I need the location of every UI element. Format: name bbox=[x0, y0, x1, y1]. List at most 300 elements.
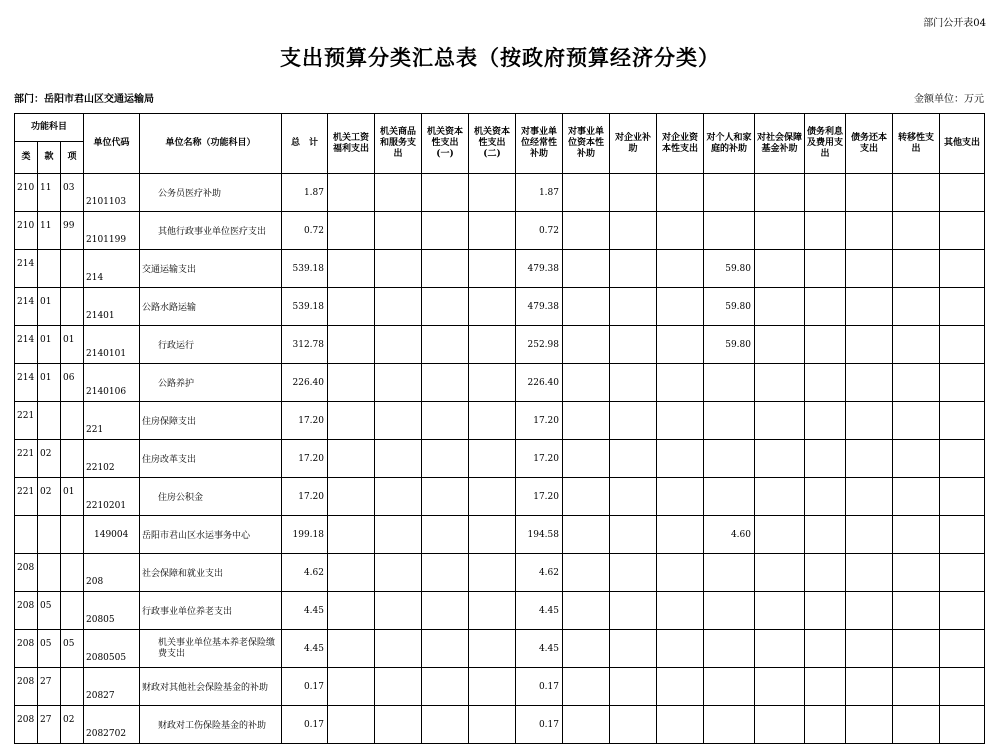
budget-table bbox=[14, 113, 985, 744]
header-xiang: 项 bbox=[61, 142, 84, 174]
cell-xiang bbox=[61, 250, 84, 288]
cell-empty bbox=[375, 554, 422, 592]
cell-code: 221 bbox=[84, 402, 140, 440]
cell-empty bbox=[422, 326, 469, 364]
cell-empty bbox=[893, 478, 940, 516]
cell-empty bbox=[563, 516, 610, 554]
cell-empty bbox=[563, 326, 610, 364]
cell-empty bbox=[755, 440, 805, 478]
cell-lei: 214 bbox=[15, 250, 38, 288]
cell-total: 0.72 bbox=[282, 212, 328, 250]
cell-empty bbox=[469, 478, 516, 516]
cell-empty bbox=[940, 288, 985, 326]
header-name: 单位名称（功能科目） bbox=[140, 114, 282, 174]
cell-total: 17.20 bbox=[282, 440, 328, 478]
cell-empty bbox=[375, 212, 422, 250]
cell-name: 社会保障和就业支出 bbox=[140, 554, 282, 592]
cell-xiang bbox=[61, 516, 84, 554]
cell-empty bbox=[805, 592, 846, 630]
table-number-label: 部门公开表04 bbox=[923, 18, 986, 29]
cell-empty bbox=[563, 592, 610, 630]
cell-empty bbox=[563, 288, 610, 326]
cell-empty bbox=[610, 402, 657, 440]
cell-geren bbox=[704, 706, 755, 744]
cell-empty bbox=[805, 326, 846, 364]
cell-empty bbox=[893, 212, 940, 250]
header-col: 对个人和家庭的补助 bbox=[704, 114, 755, 174]
cell-empty bbox=[805, 706, 846, 744]
cell-geren bbox=[704, 630, 755, 668]
cell-empty bbox=[610, 668, 657, 706]
header-col: 对事业单位经常性补助 bbox=[516, 114, 563, 174]
cell-total: 0.17 bbox=[282, 668, 328, 706]
cell-code: 21401 bbox=[84, 288, 140, 326]
cell-empty bbox=[940, 174, 985, 212]
cell-empty bbox=[563, 706, 610, 744]
cell-empty bbox=[610, 440, 657, 478]
cell-empty bbox=[328, 630, 375, 668]
table-row bbox=[15, 174, 985, 212]
cell-empty bbox=[469, 592, 516, 630]
cell-empty bbox=[563, 554, 610, 592]
cell-empty bbox=[422, 516, 469, 554]
cell-empty bbox=[846, 592, 893, 630]
cell-code: 2140101 bbox=[84, 326, 140, 364]
cell-name: 财政对其他社会保险基金的补助 bbox=[140, 668, 282, 706]
cell-name: 行政事业单位养老支出 bbox=[140, 592, 282, 630]
cell-code: 2101199 bbox=[84, 212, 140, 250]
cell-geren bbox=[704, 212, 755, 250]
cell-empty bbox=[846, 364, 893, 402]
cell-empty bbox=[893, 706, 940, 744]
cell-xiang bbox=[61, 592, 84, 630]
cell-shiye: 252.98 bbox=[516, 326, 563, 364]
cell-empty bbox=[657, 516, 704, 554]
cell-kuan: 01 bbox=[38, 326, 61, 364]
cell-code: 20805 bbox=[84, 592, 140, 630]
cell-empty bbox=[657, 440, 704, 478]
cell-empty bbox=[940, 440, 985, 478]
cell-empty bbox=[805, 402, 846, 440]
cell-empty bbox=[375, 288, 422, 326]
cell-empty bbox=[422, 554, 469, 592]
cell-empty bbox=[940, 554, 985, 592]
cell-empty bbox=[610, 516, 657, 554]
cell-total: 17.20 bbox=[282, 402, 328, 440]
cell-empty bbox=[755, 630, 805, 668]
cell-empty bbox=[755, 478, 805, 516]
header-col: 转移性支出 bbox=[893, 114, 940, 174]
table-row bbox=[15, 212, 985, 250]
cell-lei: 208 bbox=[15, 592, 38, 630]
cell-code: 2080505 bbox=[84, 630, 140, 668]
cell-shiye: 194.58 bbox=[516, 516, 563, 554]
cell-empty bbox=[422, 402, 469, 440]
table-row bbox=[15, 592, 985, 630]
cell-empty bbox=[846, 326, 893, 364]
header-col: 机关资本性支出(一) bbox=[422, 114, 469, 174]
cell-lei bbox=[15, 516, 38, 554]
cell-empty bbox=[610, 478, 657, 516]
cell-kuan: 01 bbox=[38, 288, 61, 326]
cell-lei: 208 bbox=[15, 706, 38, 744]
cell-xiang: 01 bbox=[61, 478, 84, 516]
cell-empty bbox=[563, 174, 610, 212]
cell-empty bbox=[422, 288, 469, 326]
cell-empty bbox=[328, 212, 375, 250]
cell-empty bbox=[469, 326, 516, 364]
cell-empty bbox=[422, 478, 469, 516]
cell-empty bbox=[846, 250, 893, 288]
cell-empty bbox=[375, 402, 422, 440]
header-col: 机关商品和服务支出 bbox=[375, 114, 422, 174]
table-row bbox=[15, 326, 985, 364]
cell-empty bbox=[563, 440, 610, 478]
cell-empty bbox=[375, 174, 422, 212]
cell-geren bbox=[704, 554, 755, 592]
cell-empty bbox=[469, 250, 516, 288]
cell-geren bbox=[704, 478, 755, 516]
cell-name: 机关事业单位基本养老保险缴费支出 bbox=[140, 630, 282, 668]
cell-xiang bbox=[61, 288, 84, 326]
header-col: 对社会保障基金补助 bbox=[755, 114, 805, 174]
cell-total: 17.20 bbox=[282, 478, 328, 516]
cell-shiye: 479.38 bbox=[516, 288, 563, 326]
cell-name: 行政运行 bbox=[140, 326, 282, 364]
cell-empty bbox=[610, 592, 657, 630]
cell-empty bbox=[805, 364, 846, 402]
cell-empty bbox=[846, 402, 893, 440]
cell-empty bbox=[610, 706, 657, 744]
header-col: 对企业补助 bbox=[610, 114, 657, 174]
cell-empty bbox=[610, 554, 657, 592]
header-col: 其他支出 bbox=[940, 114, 985, 174]
table-row bbox=[15, 706, 985, 744]
cell-empty bbox=[422, 668, 469, 706]
cell-empty bbox=[375, 326, 422, 364]
cell-empty bbox=[469, 706, 516, 744]
cell-empty bbox=[805, 478, 846, 516]
cell-empty bbox=[469, 440, 516, 478]
cell-empty bbox=[657, 630, 704, 668]
cell-empty bbox=[755, 706, 805, 744]
cell-empty bbox=[563, 250, 610, 288]
cell-empty bbox=[940, 668, 985, 706]
cell-xiang bbox=[61, 402, 84, 440]
cell-empty bbox=[846, 440, 893, 478]
cell-empty bbox=[328, 250, 375, 288]
cell-xiang: 01 bbox=[61, 326, 84, 364]
cell-empty bbox=[563, 364, 610, 402]
cell-empty bbox=[375, 516, 422, 554]
cell-name: 岳阳市君山区水运事务中心 bbox=[140, 516, 282, 554]
cell-empty bbox=[846, 554, 893, 592]
cell-geren: 59.80 bbox=[704, 250, 755, 288]
cell-empty bbox=[328, 402, 375, 440]
cell-empty bbox=[940, 516, 985, 554]
cell-empty bbox=[469, 174, 516, 212]
cell-empty bbox=[563, 668, 610, 706]
table-row bbox=[15, 668, 985, 706]
cell-empty bbox=[610, 630, 657, 668]
cell-empty bbox=[328, 364, 375, 402]
cell-empty bbox=[940, 402, 985, 440]
cell-kuan: 11 bbox=[38, 212, 61, 250]
cell-name: 住房公积金 bbox=[140, 478, 282, 516]
cell-empty bbox=[805, 554, 846, 592]
cell-kuan: 05 bbox=[38, 592, 61, 630]
cell-geren bbox=[704, 440, 755, 478]
cell-kuan: 05 bbox=[38, 630, 61, 668]
cell-empty bbox=[755, 402, 805, 440]
cell-empty bbox=[563, 630, 610, 668]
cell-geren bbox=[704, 668, 755, 706]
cell-empty bbox=[422, 212, 469, 250]
cell-xiang: 05 bbox=[61, 630, 84, 668]
cell-empty bbox=[375, 250, 422, 288]
page-title: 支出预算分类汇总表（按政府预算经济分类） bbox=[280, 45, 720, 70]
cell-empty bbox=[610, 212, 657, 250]
cell-kuan bbox=[38, 402, 61, 440]
cell-empty bbox=[940, 478, 985, 516]
cell-empty bbox=[422, 364, 469, 402]
cell-empty bbox=[657, 364, 704, 402]
cell-empty bbox=[469, 212, 516, 250]
cell-xiang bbox=[61, 440, 84, 478]
cell-lei: 221 bbox=[15, 440, 38, 478]
cell-empty bbox=[940, 706, 985, 744]
cell-empty bbox=[563, 402, 610, 440]
cell-empty bbox=[893, 440, 940, 478]
cell-empty bbox=[755, 250, 805, 288]
cell-empty bbox=[846, 516, 893, 554]
cell-xiang: 03 bbox=[61, 174, 84, 212]
cell-empty bbox=[940, 212, 985, 250]
cell-empty bbox=[893, 592, 940, 630]
cell-empty bbox=[422, 706, 469, 744]
cell-total: 4.45 bbox=[282, 630, 328, 668]
cell-lei: 210 bbox=[15, 174, 38, 212]
cell-xiang bbox=[61, 554, 84, 592]
cell-name: 其他行政事业单位医疗支出 bbox=[140, 212, 282, 250]
cell-empty bbox=[375, 592, 422, 630]
cell-empty bbox=[657, 326, 704, 364]
header-total: 总 计 bbox=[282, 114, 328, 174]
cell-empty bbox=[328, 706, 375, 744]
cell-empty bbox=[846, 668, 893, 706]
table-row bbox=[15, 402, 985, 440]
cell-empty bbox=[657, 250, 704, 288]
unit-label: 金额单位：万元 bbox=[914, 94, 984, 105]
cell-geren: 4.60 bbox=[704, 516, 755, 554]
cell-empty bbox=[469, 288, 516, 326]
cell-empty bbox=[657, 478, 704, 516]
cell-empty bbox=[422, 250, 469, 288]
cell-name: 公路养护 bbox=[140, 364, 282, 402]
table-row bbox=[15, 250, 985, 288]
cell-empty bbox=[328, 554, 375, 592]
cell-shiye: 17.20 bbox=[516, 402, 563, 440]
department-label: 部门：岳阳市君山区交通运输局 bbox=[14, 94, 154, 105]
table-row bbox=[15, 554, 985, 592]
header-col: 机关资本性支出(二) bbox=[469, 114, 516, 174]
cell-empty bbox=[657, 554, 704, 592]
table-row bbox=[15, 478, 985, 516]
cell-empty bbox=[846, 478, 893, 516]
cell-total: 4.62 bbox=[282, 554, 328, 592]
cell-empty bbox=[846, 630, 893, 668]
cell-empty bbox=[805, 668, 846, 706]
cell-xiang bbox=[61, 668, 84, 706]
cell-shiye: 226.40 bbox=[516, 364, 563, 402]
cell-geren bbox=[704, 364, 755, 402]
cell-empty bbox=[657, 706, 704, 744]
cell-empty bbox=[469, 516, 516, 554]
cell-empty bbox=[563, 478, 610, 516]
cell-lei: 214 bbox=[15, 326, 38, 364]
cell-code: 2082702 bbox=[84, 706, 140, 744]
cell-empty bbox=[893, 516, 940, 554]
cell-empty bbox=[893, 554, 940, 592]
cell-code: 22102 bbox=[84, 440, 140, 478]
table-row bbox=[15, 630, 985, 668]
cell-empty bbox=[940, 630, 985, 668]
cell-geren: 59.80 bbox=[704, 288, 755, 326]
header-col: 对事业单位资本性补助 bbox=[563, 114, 610, 174]
cell-name: 住房改革支出 bbox=[140, 440, 282, 478]
cell-shiye: 4.45 bbox=[516, 592, 563, 630]
cell-lei: 208 bbox=[15, 554, 38, 592]
cell-code: 2101103 bbox=[84, 174, 140, 212]
cell-total: 312.78 bbox=[282, 326, 328, 364]
cell-empty bbox=[610, 288, 657, 326]
cell-empty bbox=[805, 288, 846, 326]
cell-xiang: 02 bbox=[61, 706, 84, 744]
table-row bbox=[15, 364, 985, 402]
cell-empty bbox=[422, 440, 469, 478]
cell-empty bbox=[755, 364, 805, 402]
cell-kuan bbox=[38, 250, 61, 288]
cell-empty bbox=[940, 364, 985, 402]
header-col: 对企业资本性支出 bbox=[657, 114, 704, 174]
cell-empty bbox=[469, 364, 516, 402]
cell-kuan: 27 bbox=[38, 706, 61, 744]
cell-name: 公务员医疗补助 bbox=[140, 174, 282, 212]
cell-empty bbox=[940, 326, 985, 364]
cell-kuan bbox=[38, 516, 61, 554]
cell-empty bbox=[893, 364, 940, 402]
cell-empty bbox=[328, 288, 375, 326]
header-col: 债务利息及费用支出 bbox=[805, 114, 846, 174]
cell-empty bbox=[805, 440, 846, 478]
cell-empty bbox=[755, 516, 805, 554]
cell-empty bbox=[805, 212, 846, 250]
cell-empty bbox=[893, 288, 940, 326]
cell-empty bbox=[755, 592, 805, 630]
cell-empty bbox=[469, 402, 516, 440]
cell-empty bbox=[375, 440, 422, 478]
cell-empty bbox=[422, 630, 469, 668]
cell-code: 2210201 bbox=[84, 478, 140, 516]
cell-empty bbox=[755, 326, 805, 364]
cell-empty bbox=[375, 364, 422, 402]
cell-empty bbox=[657, 212, 704, 250]
cell-empty bbox=[328, 326, 375, 364]
cell-total: 539.18 bbox=[282, 250, 328, 288]
cell-empty bbox=[422, 174, 469, 212]
cell-shiye: 4.62 bbox=[516, 554, 563, 592]
cell-empty bbox=[657, 592, 704, 630]
cell-shiye: 479.38 bbox=[516, 250, 563, 288]
cell-empty bbox=[805, 250, 846, 288]
cell-shiye: 17.20 bbox=[516, 440, 563, 478]
cell-empty bbox=[375, 478, 422, 516]
cell-shiye: 0.17 bbox=[516, 706, 563, 744]
cell-empty bbox=[328, 478, 375, 516]
cell-lei: 210 bbox=[15, 212, 38, 250]
cell-total: 1.87 bbox=[282, 174, 328, 212]
table-row bbox=[15, 516, 985, 554]
cell-empty bbox=[940, 250, 985, 288]
cell-empty bbox=[563, 212, 610, 250]
cell-code: 208 bbox=[84, 554, 140, 592]
cell-empty bbox=[893, 630, 940, 668]
cell-empty bbox=[893, 402, 940, 440]
cell-empty bbox=[328, 516, 375, 554]
cell-geren bbox=[704, 592, 755, 630]
cell-empty bbox=[375, 706, 422, 744]
cell-lei: 208 bbox=[15, 668, 38, 706]
cell-empty bbox=[893, 668, 940, 706]
cell-empty bbox=[846, 288, 893, 326]
cell-geren: 59.80 bbox=[704, 326, 755, 364]
cell-empty bbox=[610, 250, 657, 288]
cell-empty bbox=[893, 326, 940, 364]
cell-empty bbox=[846, 174, 893, 212]
cell-empty bbox=[657, 174, 704, 212]
cell-total: 226.40 bbox=[282, 364, 328, 402]
cell-empty bbox=[893, 174, 940, 212]
cell-code: 214 bbox=[84, 250, 140, 288]
cell-total: 4.45 bbox=[282, 592, 328, 630]
cell-empty bbox=[755, 212, 805, 250]
cell-lei: 208 bbox=[15, 630, 38, 668]
cell-geren bbox=[704, 174, 755, 212]
cell-empty bbox=[893, 250, 940, 288]
cell-total: 199.18 bbox=[282, 516, 328, 554]
cell-empty bbox=[805, 516, 846, 554]
cell-empty bbox=[469, 554, 516, 592]
header-kuan: 款 bbox=[38, 142, 61, 174]
header-func: 功能科目 bbox=[15, 114, 84, 142]
cell-empty bbox=[755, 668, 805, 706]
cell-lei: 214 bbox=[15, 288, 38, 326]
cell-kuan bbox=[38, 554, 61, 592]
cell-lei: 221 bbox=[15, 402, 38, 440]
cell-empty bbox=[422, 592, 469, 630]
cell-lei: 221 bbox=[15, 478, 38, 516]
cell-empty bbox=[657, 402, 704, 440]
cell-code: 20827 bbox=[84, 668, 140, 706]
cell-code: 2140106 bbox=[84, 364, 140, 402]
cell-empty bbox=[375, 668, 422, 706]
cell-empty bbox=[657, 288, 704, 326]
cell-empty bbox=[469, 668, 516, 706]
header-lei: 类 bbox=[15, 142, 38, 174]
cell-kuan: 02 bbox=[38, 478, 61, 516]
cell-name: 公路水路运输 bbox=[140, 288, 282, 326]
cell-name: 财政对工伤保险基金的补助 bbox=[140, 706, 282, 744]
